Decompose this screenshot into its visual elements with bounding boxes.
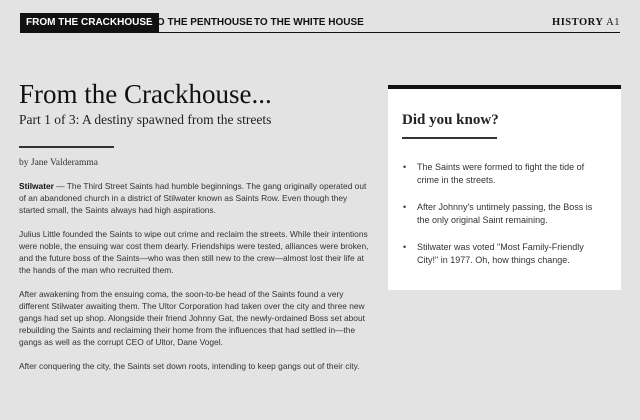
headline-divider bbox=[19, 146, 114, 148]
byline: by Jane Valderamma bbox=[19, 157, 98, 168]
article-paragraph: After conquering the city, the Saints set down roots, intending to keep gangs out of their city. bbox=[19, 360, 360, 371]
fact-text: Stilwater was voted "Most Family-Friendly City!" in 1977. Oh, how things change. bbox=[417, 241, 584, 265]
section-label bbox=[552, 17, 620, 28]
section-name: HISTORY bbox=[552, 17, 604, 28]
tab-from-the-crackhouse[interactable]: FROM THE CRACKHOUSE bbox=[20, 13, 159, 33]
article-paragraph bbox=[19, 180, 371, 216]
tab-to-the-penthouse[interactable]: TO THE PENTHOUSE bbox=[151, 17, 253, 28]
paragraph-text: — The Third Street Saints had humble beginnings. The gang originally operated out of an abandoned church in a district of Stilwater known as Saints Row. Even though they started small, the Saints always had high aspirations. bbox=[19, 180, 367, 215]
bullet-icon: • bbox=[403, 241, 407, 252]
bullet-icon: • bbox=[403, 201, 407, 212]
list-item bbox=[402, 201, 607, 227]
article-headline: From the Crackhouse... bbox=[19, 79, 272, 109]
dateline: Stilwater bbox=[19, 180, 54, 191]
page-number: A1 bbox=[606, 17, 620, 28]
article-paragraph: Julius Little founded the Saints to wipe out crime and reclaim the streets. While their intentions were noble, the ensuing war cost them dearly. Friendships were tested, alliances were broken, and the future boss of the Saints—who was then still new to the crew—almost lost their life at the hands of the man who recruited them. bbox=[19, 228, 369, 275]
list-item bbox=[402, 161, 607, 187]
nav-divider bbox=[20, 32, 620, 33]
did-you-know-box bbox=[388, 85, 621, 290]
facts-list bbox=[402, 161, 607, 267]
bullet-icon: • bbox=[403, 161, 407, 172]
list-item bbox=[402, 241, 607, 267]
article-paragraph: After awakening from the ensuing coma, the soon-to-be head of the Saints found a very different Stilwater awaiting them. The Ultor Corporation had taken over the city and three new gangs had set up shop. Alongside their friend Johnny Gat, the newly-ordained Boss set about rebuilding the Saints and reclaiming their home from the influences that had settled in—the gangs as well as the corrupt CEO of Ultor, Dane Vogel. bbox=[19, 288, 365, 347]
fact-text: After Johnny's untimely passing, the Boss is the only original Saint remaining. bbox=[417, 201, 593, 225]
sidebar-title: Did you know? bbox=[402, 112, 499, 128]
tab-to-the-white-house[interactable]: TO THE WHITE HOUSE bbox=[254, 17, 364, 28]
fact-text: The Saints were formed to fight the tide of crime in the streets. bbox=[417, 161, 585, 185]
article bbox=[19, 78, 371, 384]
top-navigation bbox=[20, 13, 620, 33]
article-body bbox=[19, 180, 371, 372]
sidebar-divider bbox=[402, 137, 497, 139]
article-subhead: Part 1 of 3: A destiny spawned from the streets bbox=[19, 112, 272, 127]
